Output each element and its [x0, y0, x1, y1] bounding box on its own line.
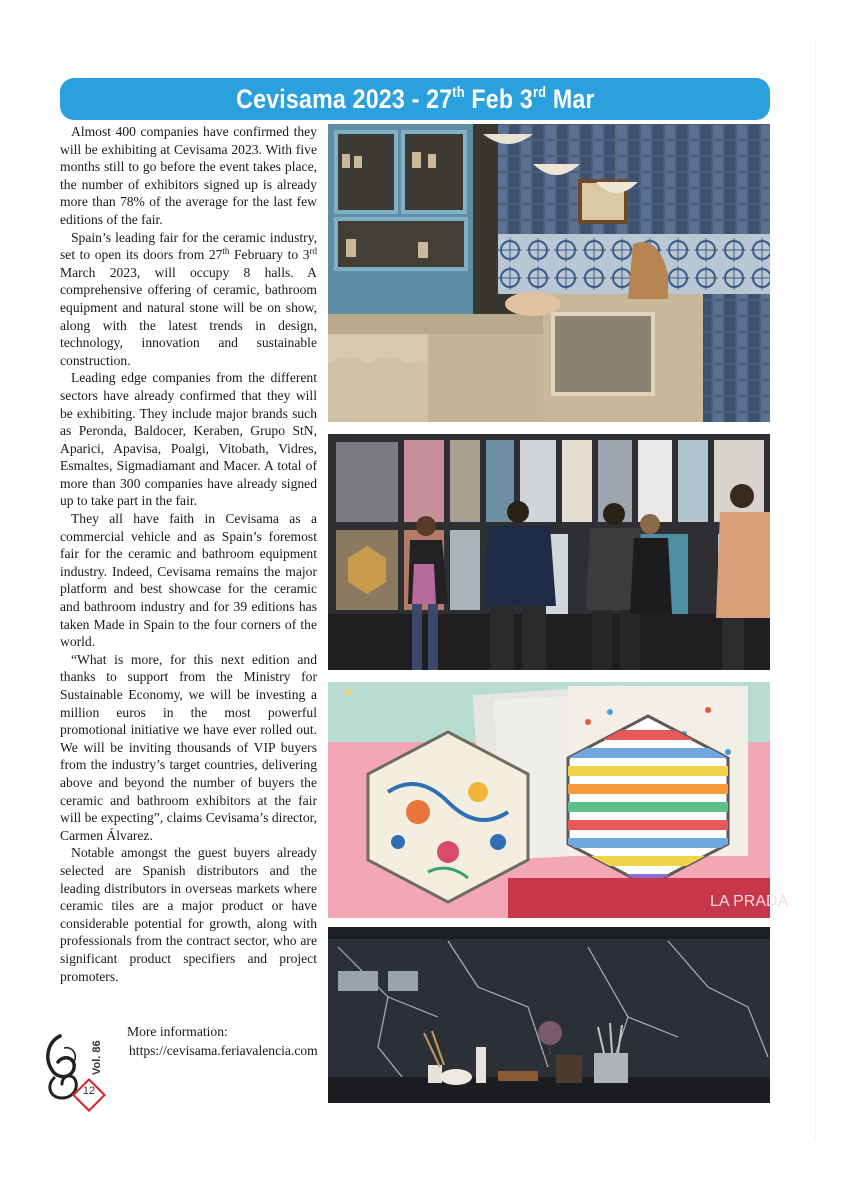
- paragraph-faith: They all have faith in Cevisama as a commercial vehicle and as Spain’s foremost fair for the ceramic and bathroom equipment industry. Indeed, Cevisama remains the major platform and best showcase for the ceramic and bathroom industry and for 39 editions has taken Made in Spain to the four corners of the world.: [60, 511, 317, 650]
- page-edge-line: [815, 40, 816, 1140]
- paragraph-intro: Almost 400 companies have confirmed they will be exhibiting at Cevisama 2023. With five months still to go before the event takes place, the number of exhibitors signed up is already more than 78% of the average for the last few editions of the fair.: [60, 124, 317, 227]
- sign-text: LA PRADA: [710, 893, 789, 910]
- page-title: Cevisama 2023 - 27th Feb 3rd Mar: [235, 83, 595, 114]
- photo-hexagon-tiles: [328, 682, 789, 918]
- paragraph-dates: Spain’s leading fair for the ceramic industry, set to open its doors from 27th February to 3rd March 2023, will occupy 8 halls. A comprehensive offering of ceramic, bathroom equipment and natural stone will be on show, along with the latest trends in design, technology, innovation and sustainable construction.: [60, 229, 318, 368]
- more-info-label: More information:: [127, 1024, 228, 1039]
- paragraph-quote: “What is more, for this next edition and thanks to support from the Ministry for Sustainable Economy, we will be investing a million euros in the most powerful promotional initiative we have ever rolled out. We will be inviting thousands of VIP buyers from the industry’s target countries, delivering above and beyond the number of buyers the ceramic and bathroom exhibitors at the fair will be expecting”, claims Cevisama’s director, Carmen Álvarez.: [60, 651, 317, 843]
- photo-kitchen-display: [328, 124, 770, 422]
- more-info-link[interactable]: https://cevisama.feriavalencia.com: [129, 1043, 318, 1058]
- paragraph-exhibitors: Leading edge companies from the different sectors have already confirmed that they will be exhibiting. They include major brands such as Peronda, Baldocer, Keraben, Grupo StN, Aparici, Apavisa, Poalgi, Vitobath, Vidres, Esmaltes, Sigmadiamant and Macer. A total of more than 300 companies have already signed up to take part in the fair.: [60, 370, 317, 509]
- title-banner: [60, 78, 770, 120]
- photo-tile-showroom: [328, 434, 770, 670]
- volume-label: Vol. 86: [91, 1040, 103, 1075]
- more-information: [117, 1022, 319, 1060]
- page-number: 12: [82, 1085, 96, 1097]
- paragraph-buyers: Notable amongst the guest buyers already selected are Spanish distributors and the leading distributors in overseas markets where ceramic tiles are a major product or have considerable potential for growth, along with professionals from the contract sector, who are significant product specifiers and project promoters.: [60, 845, 317, 984]
- photo-marble-kitchen: [328, 927, 770, 1103]
- article-body: [60, 123, 317, 985]
